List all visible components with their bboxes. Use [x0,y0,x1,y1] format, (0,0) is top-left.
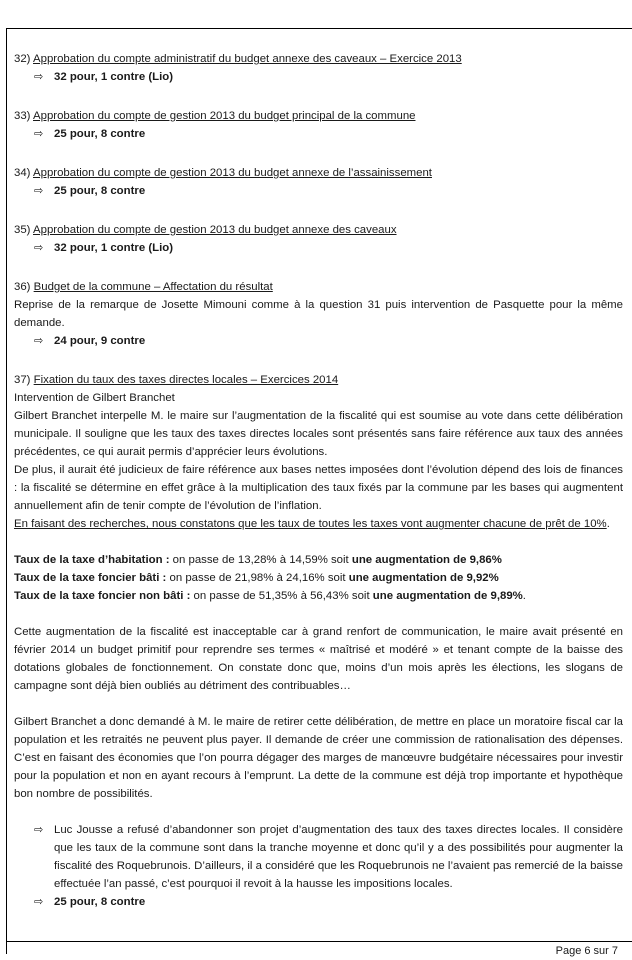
vote-result: ⇨ 25 pour, 8 contre [34,182,623,200]
tax-rate-line: Taux de la taxe foncier bâti : on passe de 21,98% à 24,16% soit une augmentation de 9,92% [14,572,499,584]
paragraph-6: ⇨ Luc Jousse a refusé d’abandonner son projet d’augmentation des taux des taxes directes locales. Il considère que les taux de la commune sont dans la tranche moyenne et donc qu’il y a des possibilités pour augmenter la fiscalité des Roquebrunois. D’ailleurs, il a considéré que les Roquebrunois ne l’avaient pas remercié de la baisse effectuée l’an passé, c’est pourquoi il revoit à la hausse les impositions locales. [34,821,623,893]
tax-rates-list [14,551,623,605]
intervention-heading: Intervention de Gilbert Branchet [14,392,175,404]
item-title: Approbation du compte de gestion 2013 du budget principal de la commune [33,110,416,122]
item-title: Approbation du compte de gestion 2013 du budget annexe de l’assainissement [33,167,432,179]
arrow-icon: ⇨ [34,71,44,83]
paragraph-1: Gilbert Branchet interpelle M. le maire sur l’augmentation de la fiscalité qui est soumise au vote dans cette délibération municipale. Il souligne que les taux des taxes directes locales sont présentés sans faire référence aux taux des années précédentes, ce qui aurait permis d’apprécier leurs évolutions. [14,410,623,458]
item-title: Fixation du taux des taxes directes locales – Exercices 2014 [33,374,339,386]
tax-rate-line: Taux de la taxe d’habitation : on passe de 13,28% à 14,59% soit une augmentation de 9,86% [14,554,502,566]
paragraph-5: Gilbert Branchet a donc demandé à M. le maire de retirer cette délibération, de mettre en place un moratoire fiscal car la population et les retraités ne peuvent plus payer. Il demande de créer une commission de rationalisation des dépenses. C’est en faisant des économies que l’on pourra dégager des marges de manœuvre budgétaire nécessaires pour investir pour la population et non en ayant recours à l’emprunt. La dette de la commune est déjà trop importante et hypothèque bon nombre de possibilités. [14,716,623,800]
arrow-icon: ⇨ [34,824,44,836]
agenda-item-37 [14,371,623,911]
item-number: 36) [14,281,31,293]
paragraph-4: Cette augmentation de la fiscalité est inacceptable car à grand renfort de communication, le maire avait présenté en février 2014 un budget primitif pour reprendre ses termes « maîtrisé et modéré » et tenant compte de la baisse des dotations globales de fonctionnement. On constate donc que, moins d’un mois après les élections, les slogans de campagne sont déjà bien oubliés au détriment des contribuables… [14,626,623,692]
tax-rate-line: Taux de la taxe foncier non bâti : on passe de 51,35% à 56,43% soit une augmentation de 9,89%. [14,590,526,602]
agenda-item-33 [14,107,623,143]
paragraph-3: En faisant des recherches, nous constatons que les taux de toutes les taxes vont augmenter chacune de prêt de 10%. [14,518,610,530]
page-number: Page 6 sur 7 [555,945,618,957]
page-content [14,50,623,911]
paragraph-2: De plus, il aurait été judicieux de faire référence aux bases nettes imposées dont l’évolution dépend des lois de finances : la fiscalité se détermine en effet grâce à la multiplication des taux fixés par la commune par les bases qui augmentent annuellement afin de tenir compte de l’évolution de l’inflation. [14,464,623,512]
arrow-icon: ⇨ [34,185,44,197]
agenda-item-32 [14,50,623,86]
vote-result: ⇨ 24 pour, 9 contre [34,332,623,350]
arrow-icon: ⇨ [34,128,44,140]
arrow-icon: ⇨ [34,335,44,347]
agenda-item-36 [14,278,623,350]
document-page [6,28,632,954]
vote-result: ⇨ 25 pour, 8 contre [34,893,623,911]
item-number: 35) [14,224,31,236]
vote-result: ⇨ 32 pour, 1 contre (Lio) [34,68,623,86]
item-title: Approbation du compte administratif du budget annexe des caveaux – Exercice 2013 [33,53,462,65]
item-title: Budget de la commune – Affectation du résultat [33,281,273,293]
footer-divider [6,941,632,942]
agenda-item-34 [14,164,623,200]
item-text: Reprise de la remarque de Josette Mimouni comme à la question 31 puis intervention de Pasquette pour la même demande. [14,299,623,329]
item-number: 34) [14,167,31,179]
arrow-icon: ⇨ [34,896,44,908]
agenda-item-35 [14,221,623,257]
item-title: Approbation du compte de gestion 2013 du budget annexe des caveaux [33,224,397,236]
vote-result: ⇨ 32 pour, 1 contre (Lio) [34,239,623,257]
item-number: 32) [14,53,31,65]
item-number: 37) [14,374,31,386]
item-number: 33) [14,110,31,122]
arrow-icon: ⇨ [34,242,44,254]
vote-result: ⇨ 25 pour, 8 contre [34,125,623,143]
